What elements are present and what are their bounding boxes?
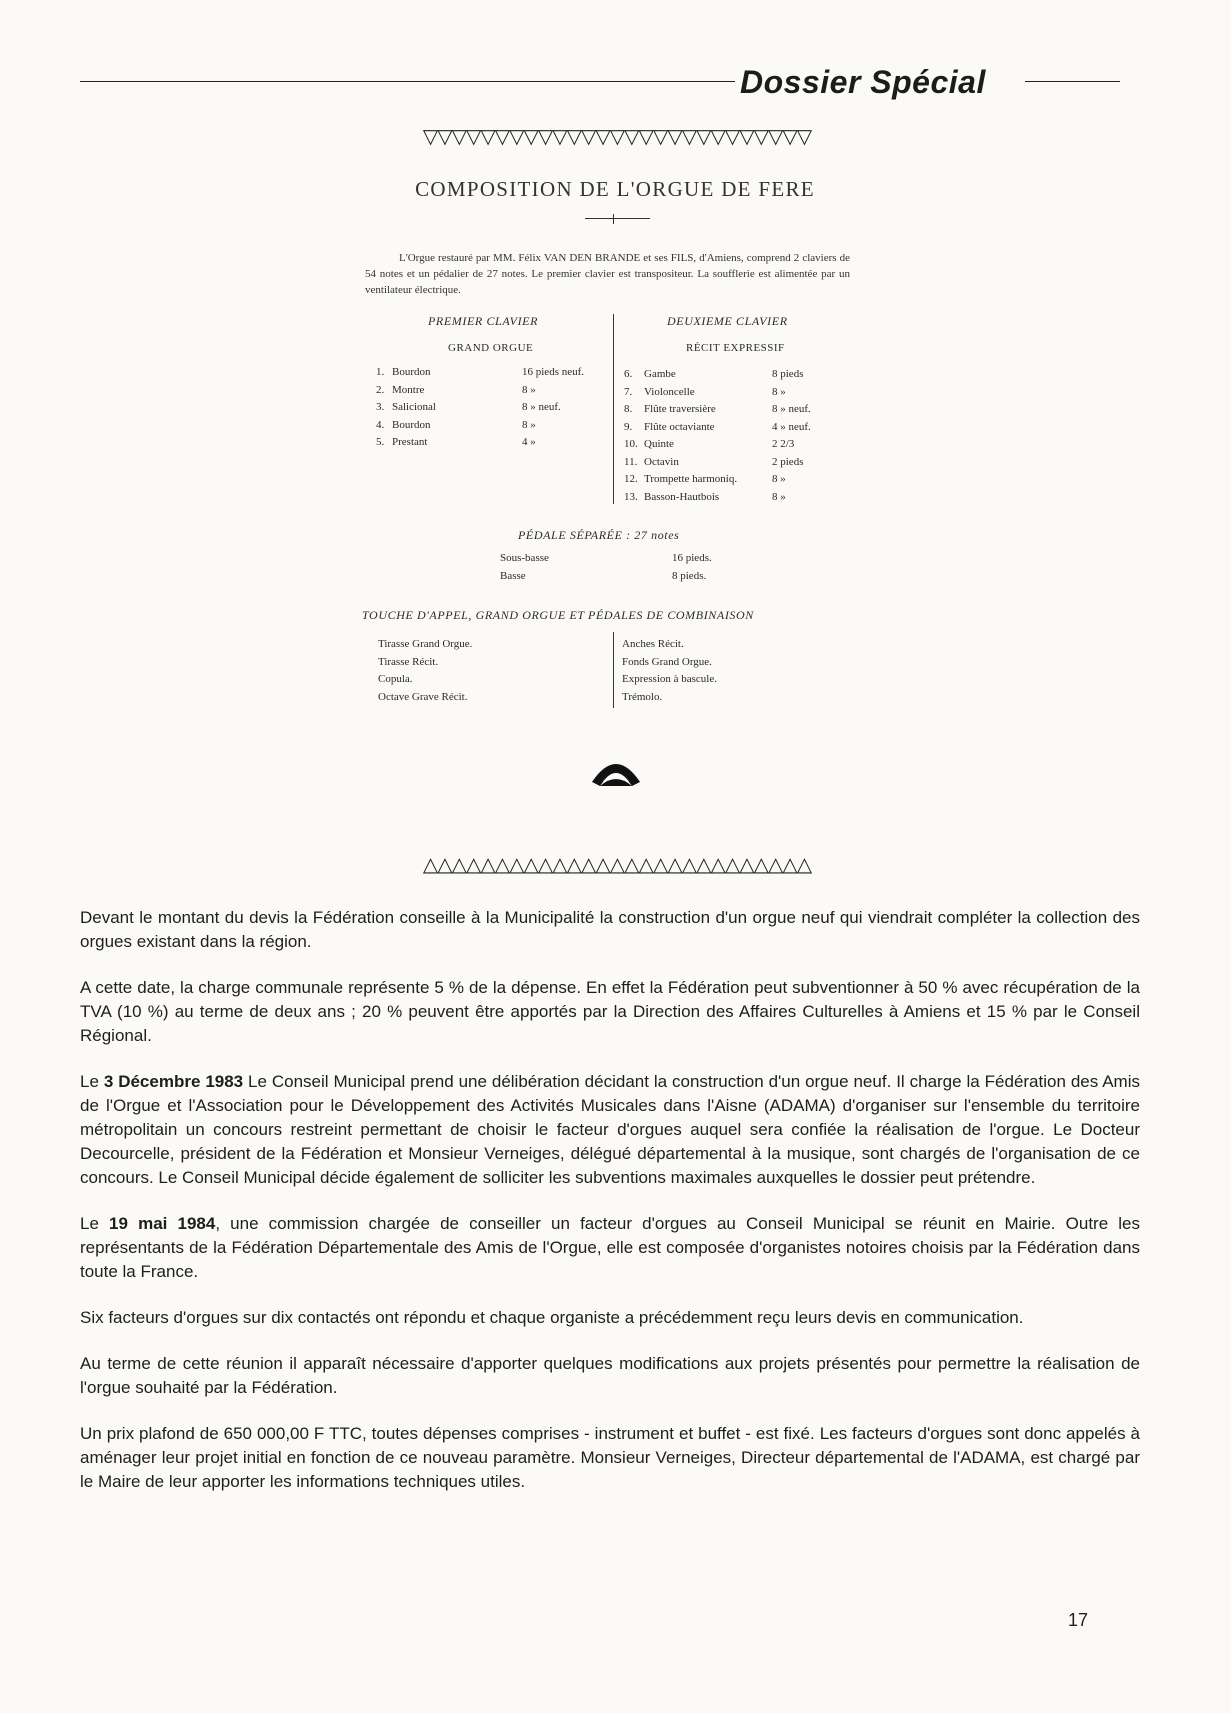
stop-value: 8 » neuf. [522,401,561,413]
touch-item: Copula. [378,673,413,685]
stop-value: 4 » [522,436,536,448]
stop-name: Gambe [644,368,676,380]
stop-row [624,401,854,419]
stop-number: 7. [624,385,633,398]
claviers-divider [613,314,614,504]
stop-row [376,399,604,417]
paragraph-text: Le Conseil Municipal prend une délibération décidant la construction d'un orgue neuf. Il charge la Fédération des Amis de l'Orgue et l'Association pour le Développement des Activités Musicales dans l'Aisne (ADAMA) d'organiser sur l'ensemble du territoire métropolitain un concours restreint permettant de choisir le facteur d'orgues auquel sera confiée la réalisation de l'orgue. Le Docteur Decourcelle, président de la Fédération et Monsieur Verneiges, délégué départemental à la musique, sont chargés de l'organisation de ce concours. Le Conseil Municipal décide également de solliciter les subventions maximales auxquelles le dossier peut prétendre. [80,1072,1140,1187]
stop-row [624,454,854,472]
stop-value: 8 » [522,418,536,431]
touch-item: Fonds Grand Orgue. [622,655,712,668]
date-highlight: 3 Décembre 1983 [103,1072,244,1091]
page-number: 17 [1068,1610,1089,1630]
deuxieme-clavier-stops [624,366,854,506]
emblem-ornament [588,752,644,792]
touches-left [378,636,603,706]
composition-title: COMPOSITION DE L'ORGUE DE FERE [415,177,815,201]
stop-name: Violoncelle [644,385,695,398]
stop-name: Salicional [392,401,436,413]
composition-intro [365,250,850,298]
stop-value: 8 » [522,383,536,396]
ornament-border-top: ▽▽▽▽▽▽▽▽▽▽▽▽▽▽▽▽▽▽▽▽▽▽▽▽▽▽▽ [422,126,812,148]
stop-number: 13. [624,490,638,503]
stop-row [624,384,854,402]
stop-value: 16 pieds. [672,552,712,564]
stop-name: Flûte octaviante [644,420,715,433]
intro-text: L'Orgue restauré par MM. Félix VAN DEN BRANDE et ses FILS, d'Amiens, comprend 2 claviers de 54 notes et un pédalier de 27 notes. Le premier clavier est transpositeur. La soufflerie est alimentée par un ventilateur électrique. [365,252,850,296]
stop-value: 8 » [772,473,786,485]
article-body [80,906,1140,1516]
touch-item: Anches Récit. [622,638,684,650]
deuxieme-clavier-heading: DEUXIEME CLAVIER [667,314,788,328]
pedale-stops [500,550,740,585]
paragraph: Au terme de cette réunion il apparaît nécessaire d'apporter quelques modifications aux projets présentés pour permettre la réalisation de l'orgue souhaité par la Fédération. [80,1354,1140,1397]
stop-row [624,419,854,437]
paragraph [80,1212,1140,1284]
paragraph: A cette date, la charge communale représente 5 % de la dépense. En effet la Fédération peut subventionner à 50 % avec récupération de la TVA (10 %) au terme de deux ans ; 20 % peuvent être apportés par la Direction des Affaires Culturelles à Amiens et 15 % par le Conseil Régional. [80,978,1140,1045]
header-rule-left [80,81,735,82]
stop-name: Trompette harmoniq. [644,473,738,485]
stop-name: Octavin [644,455,679,468]
touch-item: Expression à bascule. [622,673,717,685]
touches-heading: TOUCHE D'APPEL, GRAND ORGUE ET PÉDALES DE COMBINAISON [362,608,754,622]
paragraph: Six facteurs d'orgues sur dix contactés ont répondu et chaque organiste a précédemment reçu leurs devis en communication. [80,1308,1024,1327]
touch-item: Tirasse Récit. [378,655,439,668]
touches-divider [613,632,614,708]
touch-item: Trémolo. [622,690,663,703]
stop-number: 5. [376,436,385,448]
stop-number: 11. [624,455,638,468]
page-header [80,64,1120,104]
stop-row [624,366,854,384]
stop-value: 2 2/3 [772,438,795,450]
stop-row [376,382,604,400]
stop-row [500,550,740,568]
stop-value: 16 pieds neuf. [522,366,585,378]
stop-number: 6. [624,368,633,380]
stop-number: 12. [624,473,638,485]
premier-clavier-sub: GRAND ORGUE [448,342,534,354]
stop-value: 8 » neuf. [772,403,811,415]
paragraph-text: , une commission chargée de conseiller un facteur d'orgues au Conseil Municipal se réunit en Mairie. Outre les représentants de la Fédération Départementale des Amis de l'Orgue, elle est composée d'organistes notoires choisis par la Fédération dans toute la France. [80,1214,1141,1281]
touches-right [622,636,847,706]
stop-row [624,436,854,454]
date-highlight: 19 mai 1984 [109,1214,216,1233]
title-divider [585,218,650,219]
paragraph: Un prix plafond de 650 000,00 F TTC, toutes dépenses comprises - instrument et buffet - est fixé. Les facteurs d'orgues sont donc appelés à aménager leur projet initial en fonction de ce nouveau paramètre. Monsieur Verneiges, Directeur départemental de l'ADAMA, est chargé par le Maire de leur apporter les informations techniques utiles. [80,1424,1140,1491]
stop-value: 8 pieds. [672,569,707,582]
paragraph-text: Le [80,1214,110,1233]
stop-name: Prestant [392,436,428,448]
paragraph-text: Le [80,1072,104,1091]
pedale-heading: PÉDALE SÉPARÉE : 27 notes [518,528,680,542]
stop-name: Sous-basse [500,552,549,564]
stop-number: 2. [376,383,385,396]
section-title: Dossier Spécial [740,64,986,100]
ornament-border-bottom: △△△△△△△△△△△△△△△△△△△△△△△△△△△ [422,854,812,876]
stop-number: 4. [376,418,385,431]
touch-item: Octave Grave Récit. [378,690,468,703]
header-rule-right [1025,81,1120,82]
stop-row [624,489,854,507]
stop-name: Basse [500,569,526,582]
stop-number: 9. [624,420,633,433]
deuxieme-clavier-sub: RÉCIT EXPRESSIF [686,342,785,354]
stop-name: Basson-Hautbois [644,490,720,503]
stop-value: 8 » [772,385,786,398]
premier-clavier-stops [376,364,604,452]
stop-name: Montre [392,383,425,396]
paragraph: Devant le montant du devis la Fédération conseille à la Municipalité la construction d'un orgue neuf qui viendrait compléter la collection des orgues existant dans la région. [80,908,1140,951]
stop-value: 8 » [772,490,786,503]
stop-row [500,568,740,586]
paragraph [80,1070,1140,1190]
stop-name: Bourdon [392,366,431,378]
stop-name: Quinte [644,438,674,450]
stop-name: Bourdon [392,418,431,431]
stop-row [376,417,604,435]
stop-number: 1. [376,366,385,378]
stop-value: 2 pieds [772,455,804,468]
premier-clavier-heading: PREMIER CLAVIER [428,314,539,328]
stop-number: 10. [624,438,638,450]
stop-number: 8. [624,403,633,415]
stop-number: 3. [376,401,385,413]
stop-value: 8 pieds [772,368,804,380]
stop-row [376,364,604,382]
stop-name: Flûte traversière [644,403,716,415]
stop-row [624,471,854,489]
touch-item: Tirasse Grand Orgue. [378,638,473,650]
stop-row [376,434,604,452]
stop-value: 4 » neuf. [772,420,811,433]
